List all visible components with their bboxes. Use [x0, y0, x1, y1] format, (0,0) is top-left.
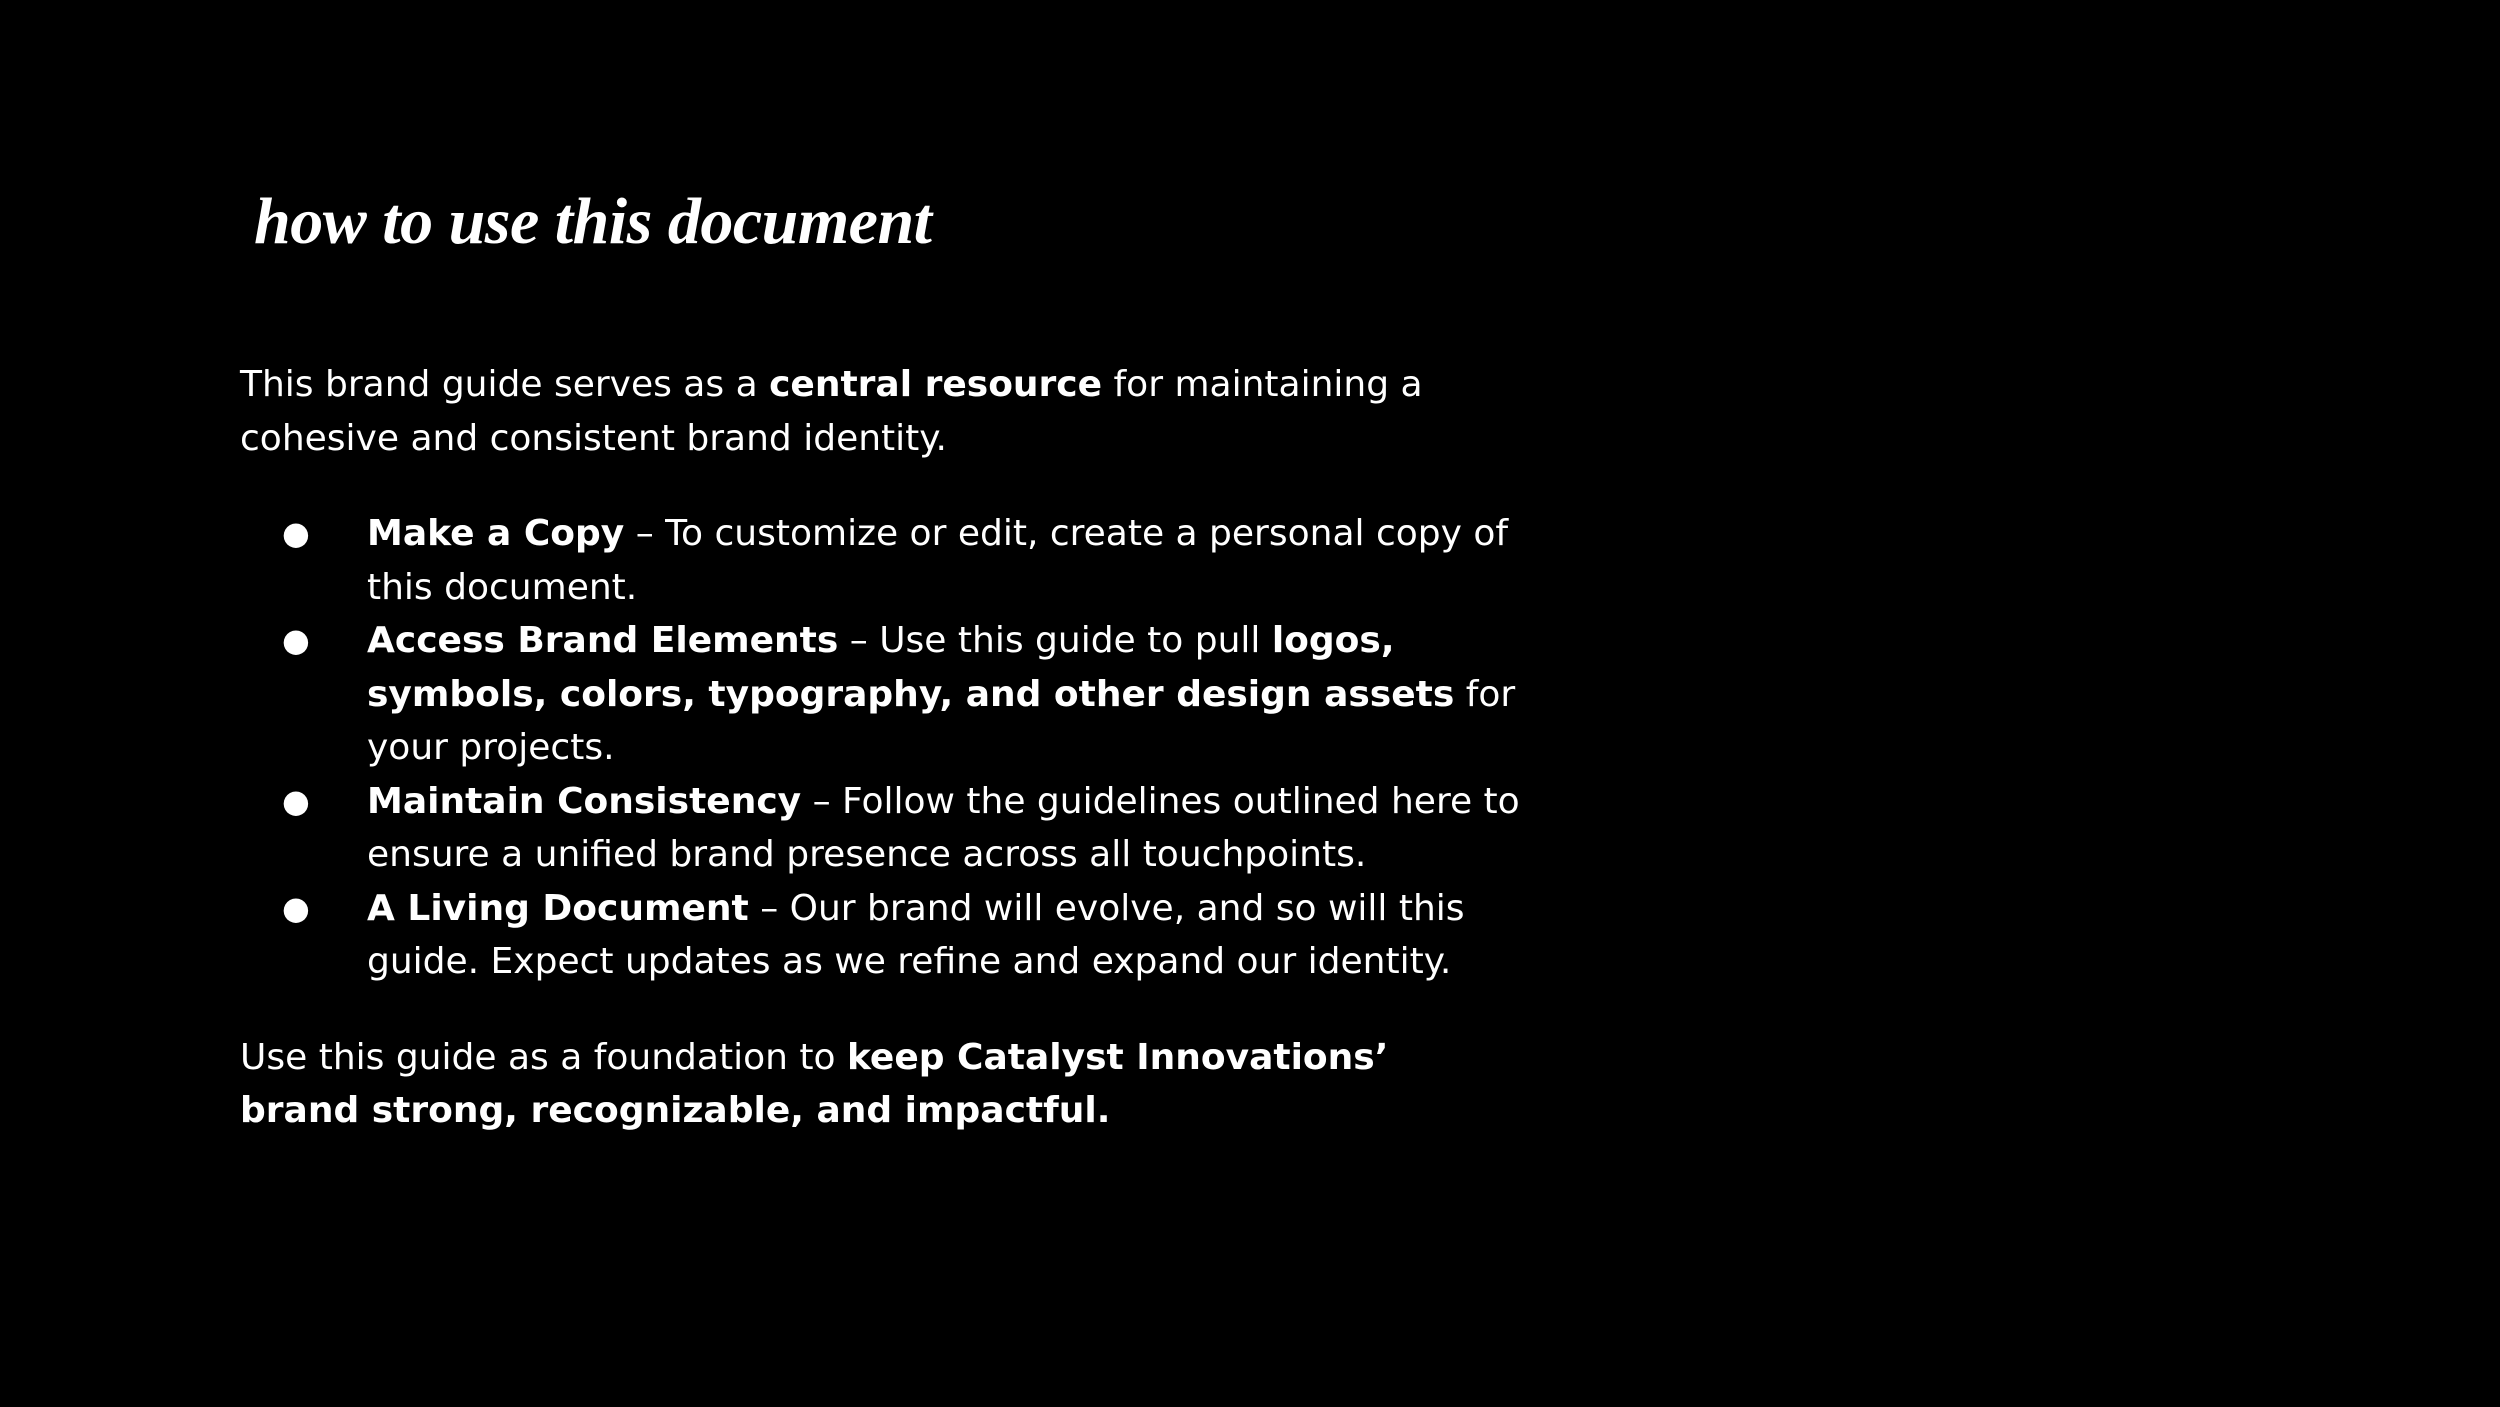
- bullet-icon: ●: [282, 888, 310, 927]
- page-title: how to use this document: [254, 185, 932, 258]
- bullet-text-end: for your projects.: [367, 673, 1516, 768]
- list-item: [240, 614, 1520, 775]
- bullet-icon: ●: [282, 621, 310, 659]
- bullet-text: – Follow the guidelines outlined here to ensure a unified brand presence across all touchpoints.: [367, 780, 1520, 875]
- bullet-emphasis: logos, symbols, colors, typography, and other design assets: [367, 620, 1455, 715]
- bullet-heading: Maintain Consistency: [367, 780, 802, 822]
- bullet-heading: Access Brand Elements: [367, 620, 839, 661]
- list-item: [240, 507, 1520, 614]
- intro-paragraph: [240, 358, 1520, 465]
- closing-text: Use this guide as a foundation to: [240, 1036, 847, 1078]
- bullet-icon: ●: [282, 514, 310, 552]
- list-item: [240, 882, 1520, 989]
- bullet-list: [240, 507, 1520, 989]
- list-item: [240, 775, 1520, 882]
- bullet-text: – To customize or edit, create a personal copy of this document.: [367, 513, 1509, 608]
- intro-text-end: for maintaining a cohesive and consistent brand identity.: [240, 364, 1423, 459]
- intro-text: This brand guide serves as a: [240, 364, 770, 405]
- closing-emphasis: keep Catalyst Innovations’ brand strong, recognizable, and impactful.: [240, 1036, 1389, 1131]
- intro-emphasis: central resource: [769, 364, 1103, 405]
- bullet-heading: Make a Copy: [367, 513, 625, 554]
- bullet-icon: ●: [282, 781, 310, 820]
- bullet-text: – Use this guide to pull: [838, 620, 1272, 661]
- bullet-heading: A Living Document: [367, 887, 749, 929]
- closing-paragraph: [240, 1031, 1520, 1138]
- document-body: [240, 358, 1520, 1138]
- bullet-text: – Our brand will evolve, and so will this guide. Expect updates as we refine and expand our identity.: [367, 887, 1465, 982]
